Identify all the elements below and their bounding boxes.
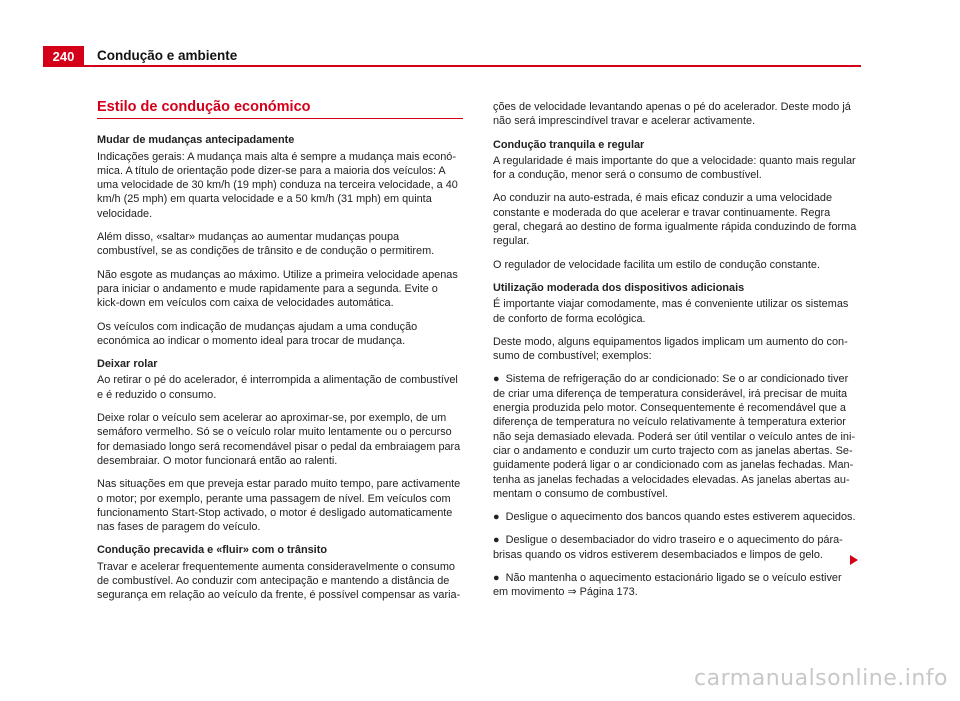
right-column xyxy=(493,100,859,609)
paragraph: Ao retirar o pé do acelerador, é interrompida a alimentação de combustível e é reduzido o consumo. xyxy=(97,374,458,401)
header-divider xyxy=(43,65,861,67)
paragraph: Deste modo, alguns equipamentos ligados implicam um aumento do consumo de combustível; exemplos: xyxy=(493,335,848,363)
section-title: Estilo de condução económico xyxy=(97,100,463,119)
paragraph: O regulador de velocidade facilita um estilo de condução constante. xyxy=(493,258,820,271)
paragraph: Os veículos com indicação de mudanças ajudam a uma condução económica ao indicar o momento ideal para trocar de mudança. xyxy=(97,320,418,347)
subheading-coasting: Deixar rolar xyxy=(97,358,158,371)
paragraph: Nas situações em que preveja estar parado muito tempo, pare activamente o motor; por exemplo, perante uma passagem de nível. Em veículos com funcionamento Start-Stop activado, o motor é desligado automaticamente nas fases de paragem do veículo. xyxy=(97,478,461,534)
running-title: Condução e ambiente xyxy=(97,48,238,63)
bullet-item xyxy=(493,571,859,600)
paragraph: Ao conduzir na auto-estrada, é mais eficaz conduzir a uma velocidade constante e moderada do que acelerar e travar continuamente. Regra geral, chegará ao destino de forma igualmente rápida conduzindo de forma regular. xyxy=(493,192,857,248)
page-number-box xyxy=(43,46,84,66)
bullet-item xyxy=(493,510,859,524)
bullet-text: Não mantenha o aquecimento estacionário ligado se o veículo estiver em movimento ⇒ Página 173. xyxy=(493,572,842,599)
subheading-steady-driving: Condução tranquila e regular xyxy=(493,138,645,151)
left-column xyxy=(97,100,463,612)
bullet-text: Desligue o aquecimento dos bancos quando estes estiverem aquecidos. xyxy=(505,511,856,524)
paragraph: Deixe rolar o veículo sem acelerar ao aproximar-se, por exemplo, de um semáforo vermelho. Só se o veículo rolar muito lentamente ou o percurso for demasiado longo será recomendável pisar o pedal da embraiagem para desembraiar. O motor funcionará então ao ralenti. xyxy=(97,412,461,467)
paragraph: Indicações gerais: A mudança mais alta é sempre a mudança mais económica. A título de orientação pode dizer-se para a maioria dos veículos: A uma velocidade de 30 km/h (19 mph) conduza na terceira velocidade, a 40 km/h (25 mph) em quarta velocidade e a 50 km/h (31 mph) em quinta velocidade. xyxy=(97,150,458,220)
bullet-item xyxy=(493,372,859,501)
paragraph: Além disso, «saltar» mudanças ao aumentar mudanças poupa combustível, se as condições de trânsito e de condução o permitirem. xyxy=(97,231,435,258)
paragraph: Travar e acelerar frequentemente aumenta consideravelmente o consumo de combustível. Ao conduzir com antecipação e mantendo a distância de segurança em relação ao veículo da frente, é possível compensar as varia- xyxy=(97,560,461,602)
paragraph: Não esgote as mudanças ao máximo. Utilize a primeira velocidade apenas para iniciar o andamento e mude rapidamente para a segunda. Evite o kick-down em veículos com caixa de velocidades automática. xyxy=(97,268,458,310)
bullet-text: Sistema de refrigeração do ar condicionado: Se o ar condicionado tiver de criar uma diferença de temperatura considerável, irá precisar de muita energia produzida pelo motor. Consequentemente é recomendável que a diferença de temperatura no veículo relativamente à temperatura exterior não seja demasiado elevada. Poderá ser útil ventilar o veículo antes de iniciar o andamento e conduzir um curto trajecto com as janelas abertas. Seguidamente poderá ligar o ar condicionado com as janelas fechadas. Mantenha as janelas fechadas a velocidades elevadas. As janelas abertas aumentam o consumo de combustível. xyxy=(493,373,856,500)
bullet-item xyxy=(493,533,859,562)
subheading-shift-early: Mudar de mudanças antecipadamente xyxy=(97,134,295,147)
bullet-icon: ● xyxy=(493,572,500,585)
paragraph: A regularidade é mais importante do que a velocidade: quanto mais regular for a condução, menor será o consumo de combustível. xyxy=(493,154,856,182)
bullet-icon: ● xyxy=(493,534,500,547)
page-number: 240 xyxy=(52,48,75,64)
bullet-icon: ● xyxy=(493,373,500,386)
subheading-accessories: Utilização moderada dos dispositivos adicionais xyxy=(493,281,745,294)
paragraph: É importante viajar comodamente, mas é conveniente utilizar os sistemas de conforto de forma ecológica. xyxy=(493,298,849,325)
continue-arrow-icon xyxy=(850,555,858,565)
watermark: carmanualsonline.info xyxy=(694,666,948,691)
paragraph: ções de velocidade levantando apenas o pé do acelerador. Deste modo já não será imprescindível travar e acelerar activamente. xyxy=(493,101,851,128)
bullet-text: Desligue o desembaciador do vidro traseiro e o aquecimento do pára-brisas quando os vidros estiverem desembaciados e limpos de gelo. xyxy=(493,534,843,561)
bullet-icon: ● xyxy=(493,511,500,524)
subheading-anticipate: Condução precavida e «fluir» com o trânsito xyxy=(97,544,327,557)
